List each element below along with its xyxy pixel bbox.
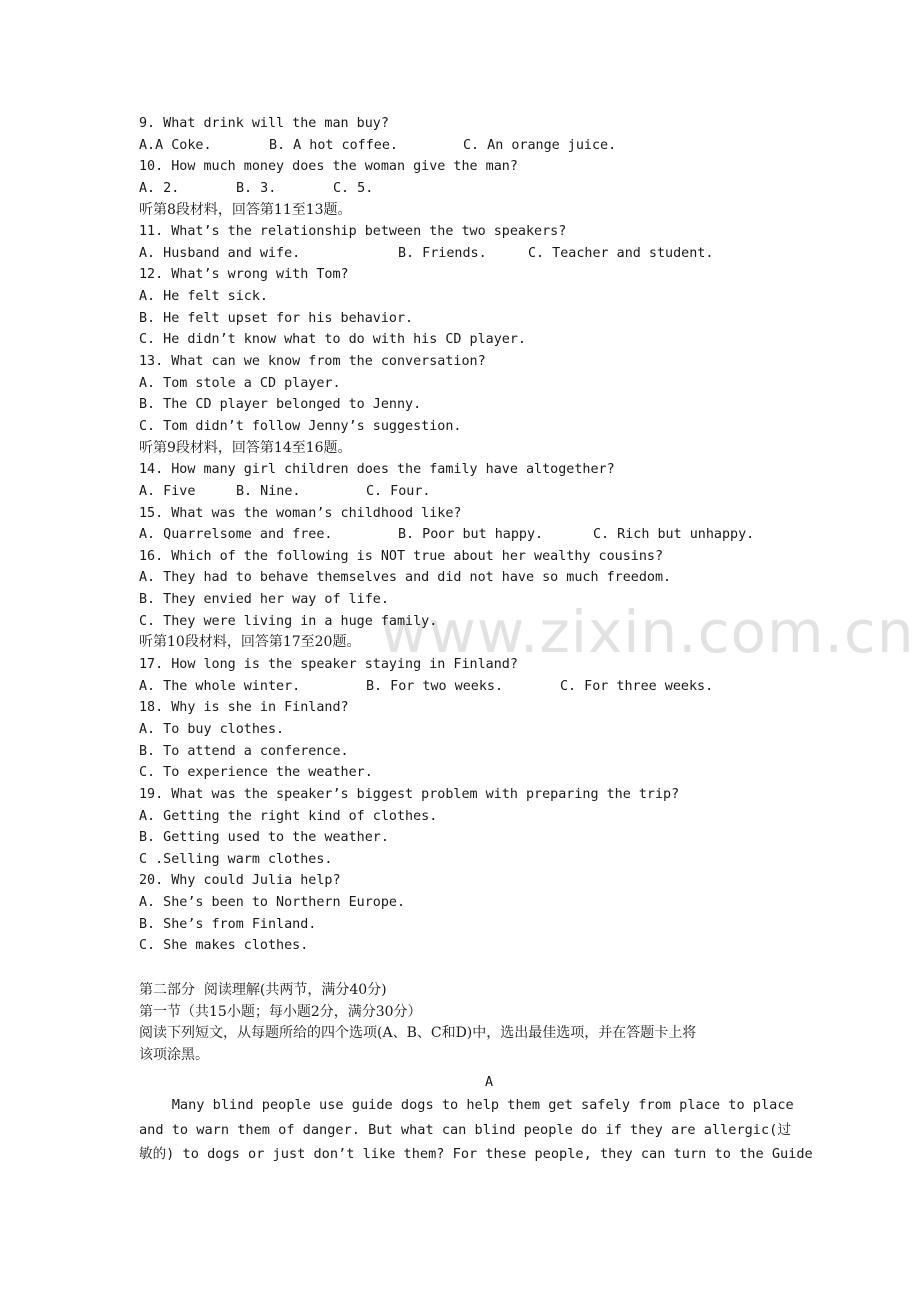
option-a: A. To buy clothes. [139, 721, 285, 737]
question-18: 18. Why is she in Finland? [139, 700, 349, 716]
option-c: C. To experience the weather. [139, 765, 373, 781]
question-11: 11. What’s the relationship between the two speakers? [139, 224, 567, 240]
question-10: 10. How much money does the woman give the man? [139, 159, 518, 175]
question-14: 14. How many girl children does the family have altogether? [139, 462, 615, 478]
section-heading-10: 听第10段材料，回答第17至20题。 [139, 634, 361, 651]
options-9 [139, 135, 839, 157]
section-heading-9: 听第9段材料，回答第14至16题。 [139, 439, 352, 456]
question-19: 19. What was the speaker’s biggest problem with preparing the trip? [139, 786, 680, 802]
option-a: A. Quarrelsome and free. [139, 527, 333, 543]
option-c: C. Rich but unhappy. [593, 527, 755, 543]
option-b: B. 3. [236, 180, 277, 196]
section-one-heading: 第一节（共15小题；每小题2分，满分30分） [139, 1003, 422, 1020]
option-b: B. For two weeks. [366, 678, 504, 694]
watermark: www.zixin.com.cn [380, 598, 915, 666]
option-a: A. He felt sick. [139, 289, 268, 305]
question-17: 17. How long is the speaker staying in Finland? [139, 657, 518, 673]
option-b: B. Getting used to the weather. [139, 830, 389, 846]
option-a: A. Tom stole a CD player. [139, 375, 341, 391]
passage-paragraph [139, 1093, 839, 1166]
spacer [139, 957, 839, 980]
passage-label: A [484, 1074, 494, 1090]
option-a: A. The whole winter. [139, 678, 301, 694]
option-b: B. Nine. [236, 483, 301, 499]
option-c: C. Four. [366, 483, 431, 499]
part-two-heading: 第二部分 阅读理解(共两节，满分40分) [139, 981, 387, 998]
option-c: C. She makes clothes. [139, 938, 309, 954]
options-10 [139, 178, 839, 200]
question-15: 15. What was the woman’s childhood like? [139, 505, 462, 521]
option-a: A. Getting the right kind of clothes. [139, 808, 438, 824]
option-c: C. Tom didn’t follow Jenny’s suggestion. [139, 418, 462, 434]
option-c: C. For three weeks. [560, 678, 714, 694]
question-13: 13. What can we know from the conversation? [139, 354, 486, 370]
option-b: B. The CD player belonged to Jenny. [139, 397, 422, 413]
options-11 [139, 243, 839, 265]
section-heading-8: 听第8段材料，回答第11至13题。 [139, 201, 352, 218]
question-16: 16. Which of the following is NOT true about her wealthy cousins? [139, 548, 664, 564]
option-a: A. Five [139, 483, 196, 499]
option-a: A.A Coke. [139, 137, 212, 153]
option-c: C. An orange juice. [463, 137, 617, 153]
option-b: B. To attend a conference. [139, 743, 349, 759]
option-b: B. Friends. [398, 245, 487, 261]
instructions-line-1: 阅读下列短文，从每题所给的四个选项(A、B、C和D)中，选出最佳选项，并在答题卡上将 [139, 1025, 697, 1042]
option-c: C. 5. [333, 180, 374, 196]
paragraph-line-3: 敏的) to dogs or just don’t like them? For these people, they can turn to the Guide [139, 1145, 813, 1162]
instructions-line-2: 该项涂黑。 [139, 1046, 209, 1063]
option-a: A. She’s been to Northern Europe. [139, 895, 406, 911]
option-c: C. They were living in a huge family. [139, 613, 438, 629]
option-b: B. Poor but happy. [398, 527, 544, 543]
option-b: B. They envied her way of life. [139, 592, 389, 608]
option-a: A. 2. [139, 180, 180, 196]
question-9: 9. What drink will the man buy? [139, 116, 389, 131]
question-12: 12. What’s wrong with Tom? [139, 267, 349, 283]
option-c: C. Teacher and student. [528, 245, 714, 261]
options-17 [139, 676, 839, 698]
option-a: A. Husband and wife. [139, 245, 301, 261]
option-b: B. A hot coffee. [269, 137, 398, 153]
option-c: C .Selling warm clothes. [139, 851, 333, 867]
options-15 [139, 524, 839, 546]
option-c: C. He didn’t know what to do with his CD player. [139, 332, 526, 348]
paragraph-line-2: and to warn them of danger. But what can blind people do if they are allergic(过 [139, 1121, 791, 1138]
document-page [139, 113, 839, 1166]
option-b: B. He felt upset for his behavior. [139, 310, 414, 326]
paragraph-line-1: Many blind people use guide dogs to help them get safely from place to place [139, 1097, 794, 1114]
option-b: B. She’s from Finland. [139, 916, 317, 932]
question-20: 20. Why could Julia help? [139, 873, 341, 889]
option-a: A. They had to behave themselves and did not have so much freedom. [139, 570, 672, 586]
options-14 [139, 481, 839, 503]
